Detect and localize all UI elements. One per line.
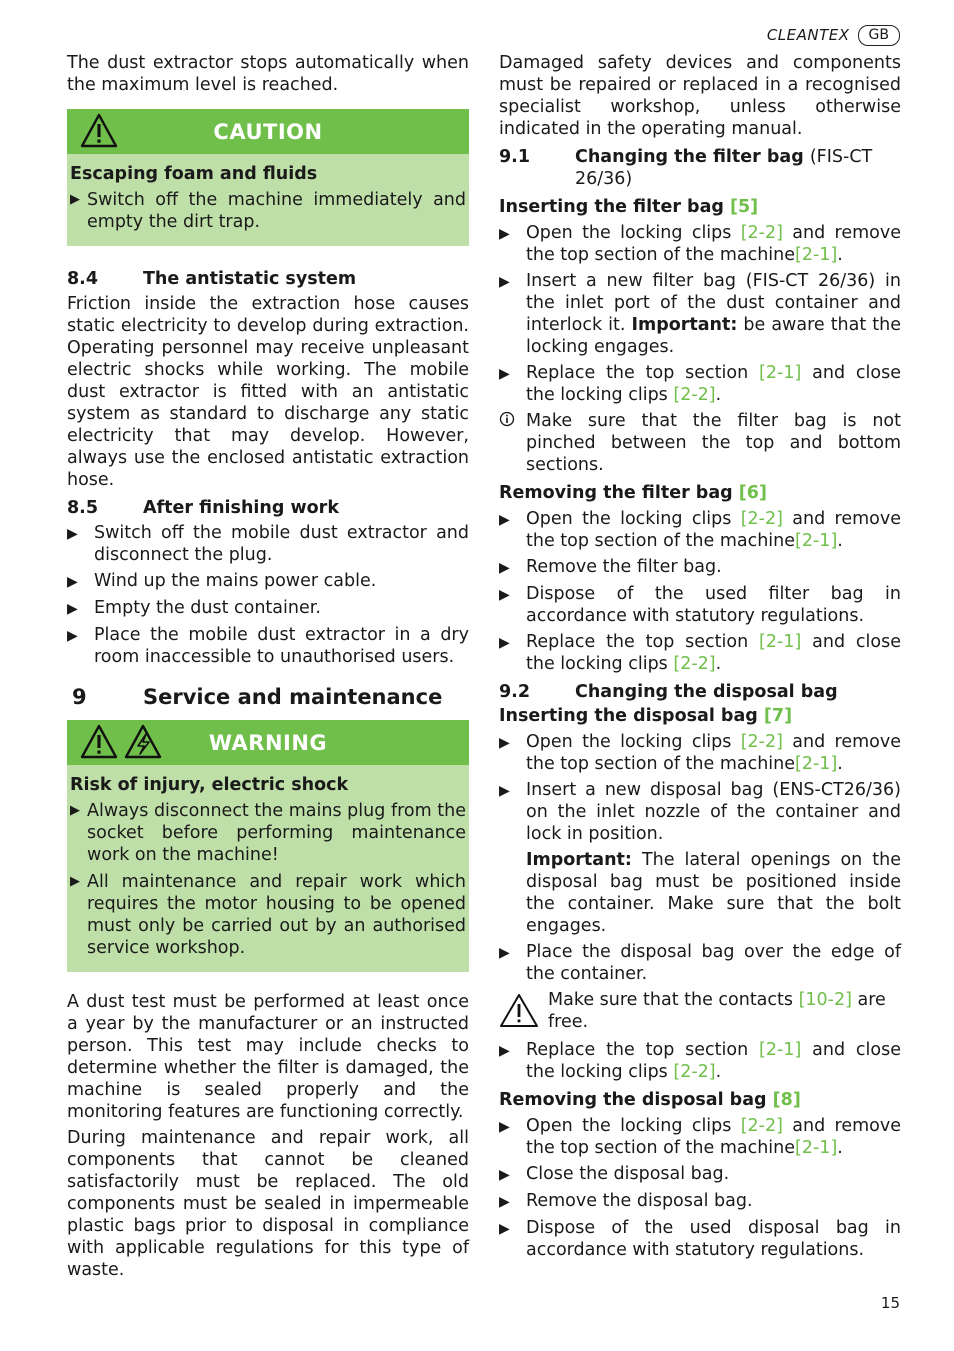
caution-item: ▶ Switch off the machine immediately and empty the dirt trap. [70,190,466,232]
repair-paragraph: Damaged safety devices and components must be repaired or replaced in a recognised specialist workshop, unless otherwise indicated in the operating manual. [499,53,901,139]
section-9-heading: 9 Service and maintenance [72,685,443,709]
list-item: ▶ Open the locking clips [2-2] and remove the top section of the machine[2-1]. [499,732,901,774]
caution-box [67,109,469,246]
language-badge: GB [858,25,900,46]
warning-triangle-icon [499,993,539,1029]
page-number: 15 [880,1294,900,1312]
dust-test-paragraph: A dust test must be performed at least once a year by the manufacturer or an instructed person. This test may include checks to determine whether the filter is damaged, the machine is sealed properly and the monitoring features are functioning correctly. [67,992,469,1122]
intro-paragraph: The dust extractor stops automatically when the maximum level is reached. [67,53,469,95]
contacts-warning: Make sure that the contacts [10-2] are free. [499,989,901,1035]
after-work-list [67,522,469,668]
right-column [499,52,901,1265]
list-item: ▶ Open the locking clips [2-2] and remove the top section of the machine[2-1]. [499,1116,901,1158]
arrow-right-icon: ▶ [67,601,78,617]
warning-label: WARNING [208,730,328,755]
arrow-right-icon: ▶ [499,587,510,603]
important-note: Important: The lateral openings on the disposal bag must be positioned inside the container. Make sure that the bolt engages. [526,850,901,936]
arrow-right-icon: ▶ [499,560,510,576]
arrow-right-icon: ▶ [499,1221,510,1237]
section-9-2-heading: 9.2 Changing the disposal bag [499,682,838,702]
arrow-right-icon: ▶ [499,1043,510,1059]
inserting-filter-heading: Inserting the filter bag [5] [499,197,759,217]
arrow-right-icon: ▶ [67,526,78,542]
inserting-disposal-list-2 [499,941,901,985]
inserting-disposal-heading: Inserting the disposal bag [7] [499,706,793,726]
arrow-right-icon: ▶ [499,274,510,290]
arrow-right-icon: ▶ [499,1167,510,1183]
list-item: ▶ Insert a new filter bag (FIS-CT 26/36) in the inlet port of the dust container and interlock it. Important: be aware that the locking engages. [499,271,901,357]
arrow-right-icon: ▶ [70,192,80,207]
arrow-right-icon: ▶ [499,635,510,651]
list-item: ▶ Wind up the mains power cable. [67,571,377,591]
arrow-right-icon: ▶ [499,735,510,751]
arrow-right-icon: ▶ [499,945,510,961]
inserting-filter-list [499,222,901,476]
info-icon [499,410,526,476]
list-item: ▶ Replace the top section [2-1] and close the locking clips [2-2]. [499,1040,901,1082]
list-item: ▶ Place the disposal bag over the edge of the container. [499,942,901,984]
arrow-right-icon: ▶ [499,1119,510,1135]
arrow-right-icon: ▶ [499,366,510,382]
warning-item: ▶ All maintenance and repair work which requires the motor housing to be opened must only be carried out by an authorised service workshop. [70,872,466,958]
removing-filter-heading: Removing the filter bag [6] [499,483,767,503]
inserting-disposal-list [499,731,901,845]
arrow-right-icon: ▶ [67,574,78,590]
section-9-1-heading: 9.1 Changing the filter bag (FIS-CT 26/36) [499,147,873,189]
removing-disposal-heading: Removing the disposal bag [8] [499,1090,801,1110]
caution-bar [67,109,469,154]
arrow-right-icon: ▶ [70,803,80,818]
list-item: ▶ Close the disposal bag. [499,1164,730,1184]
list-item: ▶ Place the mobile dust extractor in a dry room inaccessible to unauthorised users. [67,625,469,667]
list-item: ▶ Replace the top section [2-1] and close the locking clips [2-2]. [499,632,901,674]
section-8-4-heading: 8.4 The antistatic system [67,269,357,289]
info-item: Make sure that the filter bag is not pinched between the top and bottom sections. [499,410,901,476]
caution-title: Escaping foam and fluids [70,164,318,184]
list-item: ▶ Remove the disposal bag. [499,1191,753,1211]
list-item: ▶ Open the locking clips [2-2] and remove the top section of the machine[2-1]. [499,223,901,265]
section-8-5-heading: 8.5 After finishing work [67,498,339,518]
removing-filter-list [499,508,901,675]
arrow-right-icon: ▶ [499,512,510,528]
list-item: ▶ Open the locking clips [2-2] and remove the top section of the machine[2-1]. [499,509,901,551]
page-header [767,24,900,46]
arrow-right-icon: ▶ [67,628,78,644]
list-item: ▶ Empty the dust container. [67,598,321,618]
warning-box [67,720,469,972]
left-column [67,52,469,1281]
arrow-right-icon: ▶ [499,226,510,242]
warning-bar [67,720,469,765]
arrow-right-icon: ▶ [499,783,510,799]
removing-disposal-list [499,1115,901,1261]
brand-name: CLEANTEX [766,26,850,44]
warning-item: ▶ Always disconnect the mains plug from the socket before performing maintenance work on the machine! [70,801,466,865]
arrow-right-icon: ▶ [70,874,80,889]
list-item: ▶ Replace the top section [2-1] and close the locking clips [2-2]. [499,363,901,405]
caution-label: CAUTION [213,119,323,144]
inserting-disposal-list-3 [499,1039,901,1083]
list-item: ▶ Switch off the mobile dust extractor and disconnect the plug. [67,523,469,565]
list-item: ▶ Dispose of the used disposal bag in accordance with statutory regulations. [499,1218,901,1260]
antistatic-paragraph: Friction inside the extraction hose causes static electricity to develop during extraction. Operating personnel may receive unpleasant electric shocks while working. The mobile dust extractor is fitted with an antistatic system as standard to discharge any static electricity that may develop. However, always use the enclosed antistatic extraction hose. [67,294,469,490]
list-item: ▶ Remove the filter bag. [499,557,722,577]
maintenance-paragraph: During maintenance and repair work, all components that cannot be cleaned satisfactorily must be replaced. The old components must be sealed in impermeable plastic bags prior to disposal in compliance with applicable regulations for this type of waste. [67,1128,469,1280]
warning-title: Risk of injury, electric shock [70,775,349,795]
arrow-right-icon: ▶ [499,1194,510,1210]
list-item: ▶ Insert a new disposal bag (ENS-CT26/36) on the inlet nozzle of the container and lock in position. [499,780,901,844]
list-item: ▶ Dispose of the used filter bag in accordance with statutory regulations. [499,584,901,626]
